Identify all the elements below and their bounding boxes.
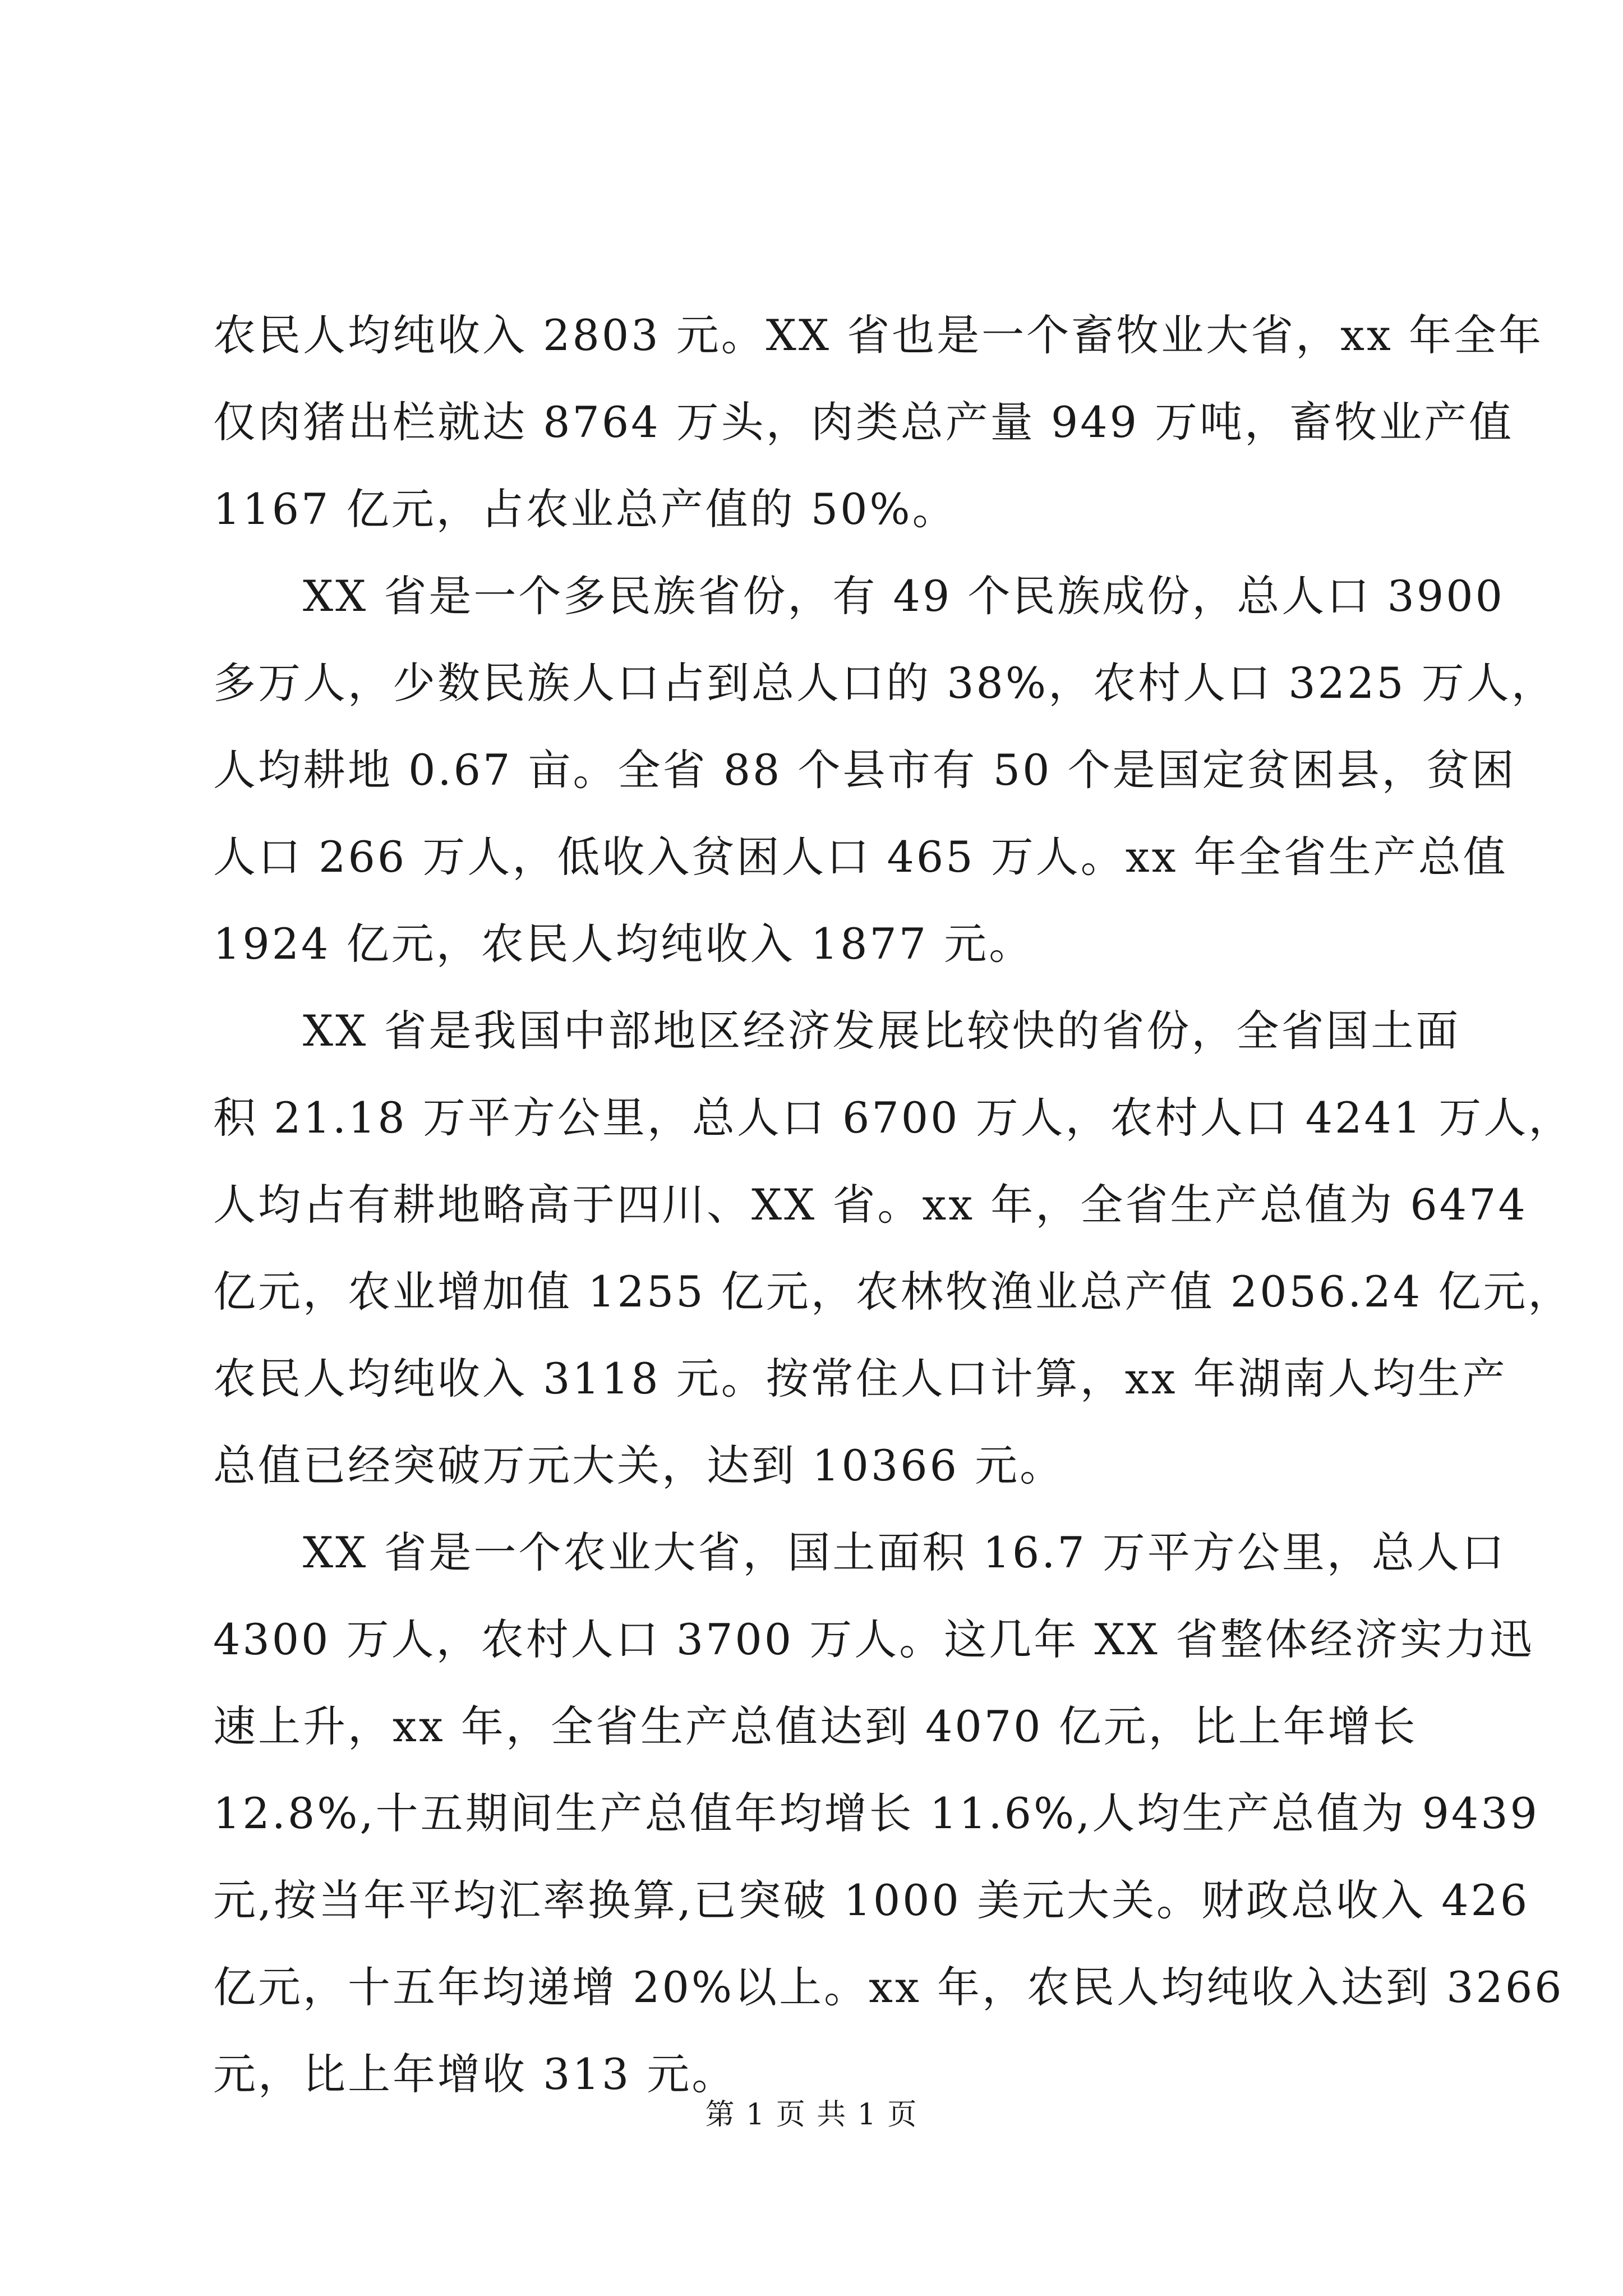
text-line: 4300 万人，农村人口 3700 万人。这几年 XX 省整体经济实力迅: [213, 1614, 1534, 1664]
document-body: [213, 292, 1574, 2118]
text-line: 农民人均纯收入 3118 元。按常住人口计算，xx 年湖南人均生产: [213, 1354, 1507, 1404]
text-line: 1167 亿元，占农业总产值的 50%。: [213, 484, 957, 534]
page-footer: 第 1 页 共 1 页: [705, 2098, 918, 2132]
text-line: 速上升，xx 年，全省生产总值达到 4070 亿元，比上年增长: [213, 1701, 1418, 1751]
text-line: 亿元，农业增加值 1255 亿元，农林牧渔业总产值 2056.24 亿元，: [213, 1267, 1573, 1317]
text-line: 仅肉猪出栏就达 8764 万头，肉类总产量 949 万吨，畜牧业产值: [213, 397, 1514, 447]
text-line: 人均占有耕地略高于四川、XX 省。xx 年，全省生产总值为 6474: [213, 1180, 1528, 1230]
text-line: 人口 266 万人，低收入贫困人口 465 万人。xx 年全省生产总值: [213, 832, 1508, 882]
text-line: 总值已经突破万元大关，达到 10366 元。: [213, 1441, 1065, 1490]
text-line: 人均耕地 0.67 亩。全省 88 个县市有 50 个是国定贫困县，贫困: [213, 745, 1516, 795]
text-line: 亿元，十五年均递增 20%以上。xx 年，农民人均纯收入达到 3266: [213, 1962, 1564, 2012]
text-line: 多万人，少数民族人口占到总人口的 38%，农村人口 3225 万人，: [213, 658, 1556, 708]
text-line: 农民人均纯收入 2803 元。XX 省也是一个畜牧业大省，xx 年全年: [213, 310, 1543, 360]
text-line: 元,按当年平均汇率换算,已突破 1000 美元大关。财政总收入 426: [213, 1875, 1530, 1925]
text-line: XX 省是我国中部地区经济发展比较快的省份，全省国土面: [213, 1006, 1461, 1056]
text-line: 1924 亿元，农民人均纯收入 1877 元。: [213, 919, 1034, 969]
text-line: XX 省是一个农业大省，国土面积 16.7 万平方公里，总人口: [213, 1527, 1506, 1577]
text-line: XX 省是一个多民族省份，有 49 个民族成份，总人口 3900: [213, 571, 1505, 621]
text-line: 元，比上年增收 313 元。: [213, 2049, 737, 2099]
text-line: 12.8%,十五期间生产总值年均增长 11.6%,人均生产总值为 9439: [213, 1788, 1539, 1838]
text-line: 积 21.18 万平方公里，总人口 6700 万人，农村人口 4241 万人，: [213, 1093, 1574, 1143]
